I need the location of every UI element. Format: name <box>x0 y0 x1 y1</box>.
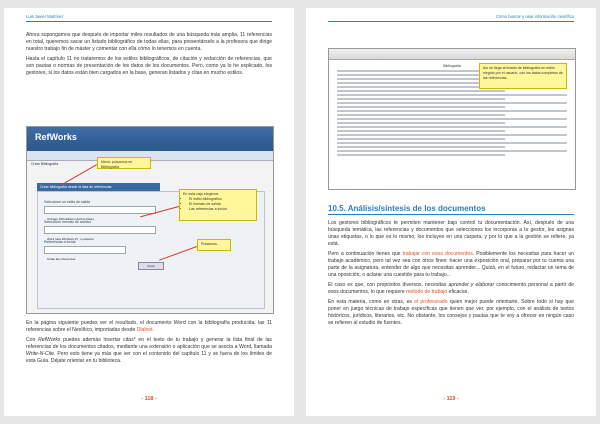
left-running-header: Luis Javier Martínez <box>26 14 64 19</box>
page-number: - 119 - <box>443 396 459 402</box>
paragraph: Con RefWorks puedes además insertar citas* en el texto de tu trabajo y generar la lista final de las referencias de los documentos citados, mediante una extensión o aplicación que se asocia a Word, llamada Write-N-Cite. Pero esto tiene ya más que ver con el contenido del capítulo 11 y se fuera de los límites de esta Guía. Déjate orientar en tu biblioteca. <box>26 337 272 364</box>
callout-press: Pulsamos... <box>197 239 231 251</box>
bibliography-heading: Bibliografía <box>443 64 461 68</box>
page-number: - 118 - <box>141 396 157 402</box>
bibliography-panel-title: Crear bibliografía desde la lista de referencias <box>37 183 160 191</box>
bibliography-entry-line <box>337 138 505 140</box>
refworks-header <box>27 127 273 151</box>
style-label: Seleccione un estilo de salida <box>44 200 91 204</box>
word-toolbar <box>329 49 575 60</box>
bibliography-entry-line <box>337 154 505 156</box>
callout-arrow <box>62 164 97 185</box>
references-select-value: Todas las referencias <box>47 257 76 261</box>
bibliography-entry-line <box>337 130 505 132</box>
format-select-value: Word para Windows 97, o posterior <box>47 237 94 241</box>
refworks-tab[interactable]: Crear Bibliografía <box>31 162 59 166</box>
paragraph: Los gestores bibliográficos te permiten mantener bajo control tu documentación. Así, después de una búsqueda temática, las referencias y documentos que selecciones los incorporas a tu gestor, les asignas unas etiquetas, o lo que es lo mismo, los incluyes en una carpeta, y por lo que a la gestión se refiere, ya está. <box>328 220 574 247</box>
paragraph: En la página siguiente puedes ver el resultado, el documento Word con la bibliografía producida, las 11 referencias sobre el Neolítico, importadas desde Dialnet. <box>26 320 272 333</box>
left-closing-text <box>26 320 272 368</box>
bibliography-entry-line <box>337 122 505 124</box>
section-title: 10.5. Análisis/síntesis de los documentos <box>328 204 486 213</box>
section-rule <box>328 214 574 215</box>
callout-options <box>179 189 257 221</box>
callout-option-item: • El estilo bibliográfico <box>189 197 253 202</box>
refworks-screenshot <box>26 126 274 314</box>
references-select[interactable] <box>44 246 126 261</box>
bibliography-entry-line <box>337 134 567 136</box>
bibliography-entry-line <box>337 106 505 108</box>
create-bibliography-button[interactable]: Crear <box>138 262 164 270</box>
callout-options-title: En esta caja elegimos: <box>183 192 220 196</box>
bibliography-entry-line <box>337 150 567 152</box>
paragraph: Hasta el capítulo 11 no trataremos de los estilos bibliográficos, de citación y redacción de referencias, que son pautas o normas de presentación de los datos de los documentos. Pero, como ya lo he explicado, los gestores, si los datos están bien cargados en la base, generan listados y citas en mucho estilos. <box>26 56 272 76</box>
right-page <box>306 8 596 416</box>
paragraph: Pero a continuación tienes que trabajar con esos documentos. Posiblemente los necesitas para hacer un trabajo académico, pero tal vez sea con otros fines: hacer una exposición oral, preparar por tu cuenta una parte de la asignatura, entender de algo que necesitas aprender... Quizá, en el futuro, redactar un tema de una oposición, o aclarar una cuestión para tu trabajo... <box>328 251 574 278</box>
paragraph: En esta materia, como en otras, es el profesorado quien mejor puede orientarte. Sobre todo si hay que poner en juego técnicas de trabajo específicas que tienen que ver, por ejemplo, con el análisis de textos históricos, jurídicos, literarios, etc. No obstante, los consejos y pautas que te voy a ofrecer en ningún caso se refieren al estudio de fuentes. <box>328 299 574 326</box>
bibliography-entry-line <box>337 90 505 92</box>
format-select[interactable] <box>44 226 156 241</box>
refworks-logo: RefWorks <box>35 132 77 142</box>
right-header-rule <box>328 21 574 22</box>
bibliography-entry-line <box>337 98 505 100</box>
right-body-text <box>328 220 574 330</box>
callout-option-item: • El formato de salida <box>189 202 253 207</box>
left-intro-text <box>26 32 272 80</box>
style-select[interactable] <box>44 206 156 221</box>
bibliography-entry-line <box>337 110 567 112</box>
style-select-value: Chicago 15th Edition (Author-Date) <box>47 217 94 221</box>
bibliography-screenshot <box>328 48 576 190</box>
bibliography-entry-line <box>337 118 567 120</box>
paragraph: Ahora supongamos que después de importar miles resultados de una búsqueda más amplia, 11 referencias en total, queremos sacar un listado bibliográfico de todas ellas, para presentárselo a la profesora que dirige nuestro trabajo fin de máster y comentar con ella cómo lo tenemos en cuenta. <box>26 32 272 52</box>
bibliography-entry-line <box>337 126 567 128</box>
right-running-header: Cómo buscar y usar información científica <box>496 14 574 19</box>
dialnet-link[interactable]: Dialnet <box>136 327 153 333</box>
references-label: Referencias a incluir <box>44 240 76 244</box>
format-label: Seleccione formato de archivo <box>44 220 92 224</box>
left-page <box>4 8 294 416</box>
bibliography-entry-line <box>337 102 567 104</box>
callout-option-item: • Las referencias a incluir <box>189 207 253 212</box>
bibliography-entry-line <box>337 142 567 144</box>
bibliography-entry-line <box>337 94 567 96</box>
paragraph: El caso es que, con propósitos diversos, necesitas aprender y elaborar conocimiento personal a partir de esos documentos, lo que requiere método de trabajo eficaces. <box>328 282 574 295</box>
bibliography-entry-line <box>337 146 505 148</box>
left-header-rule <box>26 21 272 22</box>
callout-menu: Menú: pulsamos en Bibliografía <box>97 157 151 169</box>
bibliography-entry-line <box>337 114 505 116</box>
callout-bibliography: Así se llega al listado de bibliografía en estilo elegido por el usuario, con los datos completos de las referencias. <box>479 63 567 89</box>
